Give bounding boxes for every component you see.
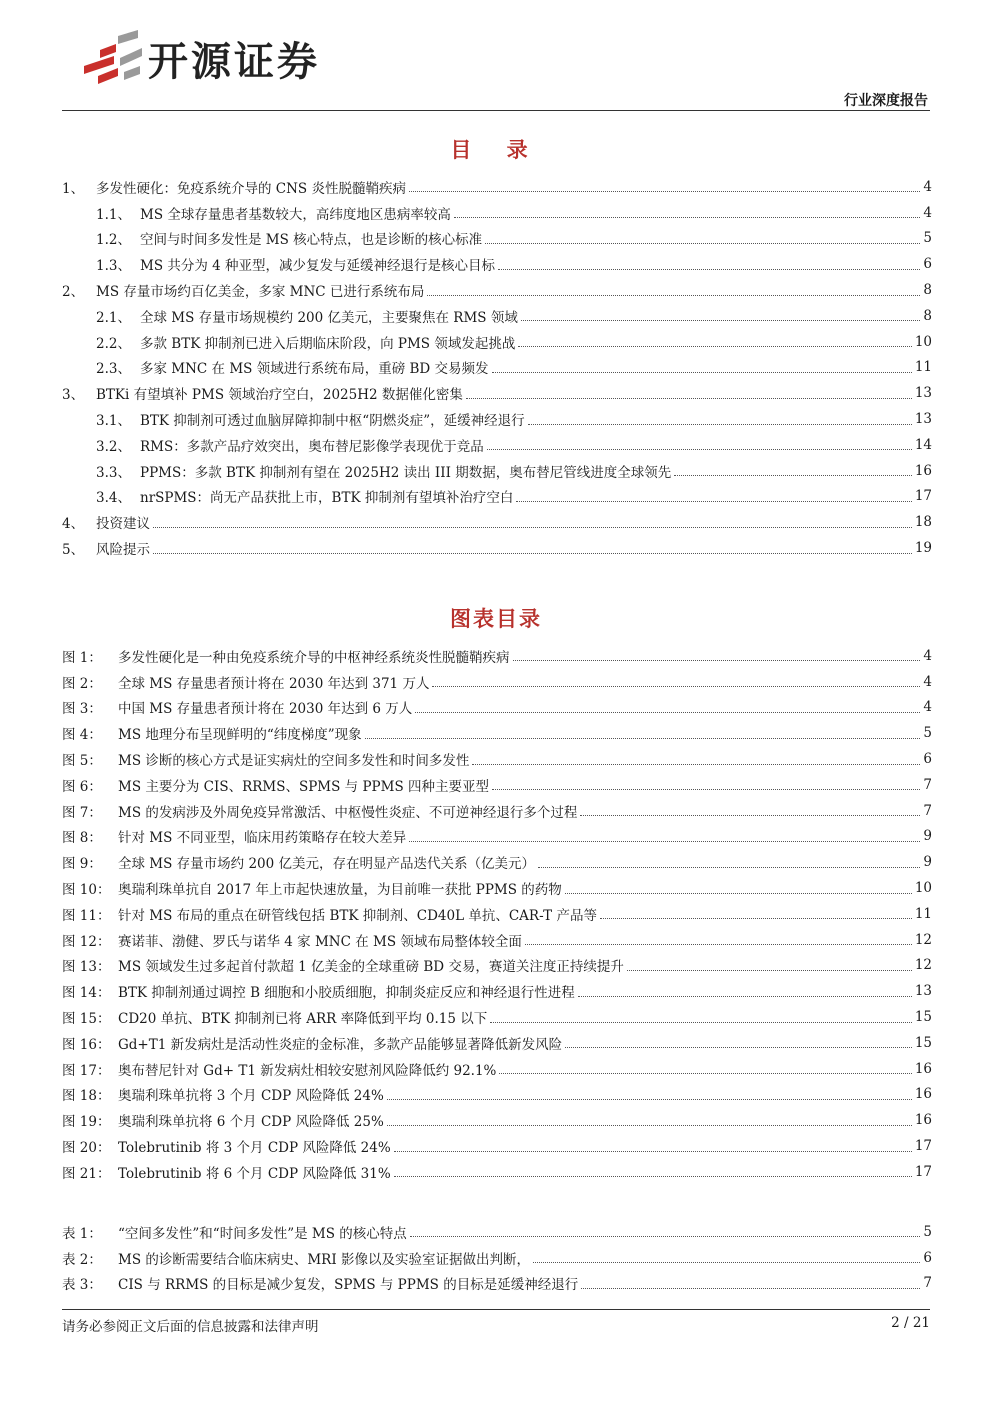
dot-leader — [487, 449, 912, 450]
entry-page-number: 16 — [914, 1112, 932, 1129]
fig-entry[interactable] — [62, 1159, 932, 1185]
entry-page-number: 4 — [923, 699, 932, 716]
dot-leader — [432, 686, 920, 687]
dot-leader — [454, 217, 921, 218]
entry-page-number: 10 — [914, 880, 932, 897]
entry-page-number: 12 — [914, 957, 932, 974]
fig-entry[interactable] — [62, 772, 932, 798]
entry-title: 多家 MNC 在 MS 领域进行系统布局，重磅 BD 交易频发 — [140, 361, 489, 378]
entry-page-number: 16 — [914, 1060, 932, 1077]
entry-title: 投资建议 — [96, 516, 150, 533]
dot-leader — [472, 764, 920, 765]
entry-title: MS 诊断的核心方式是证实病灶的空间多发性和时间多发性 — [118, 753, 470, 770]
entry-page-number: 4 — [923, 178, 932, 195]
dot-leader — [516, 501, 911, 502]
dot-leader — [565, 1047, 912, 1048]
entry-number: 图 20： — [62, 1140, 111, 1157]
entry-number: 表 3： — [62, 1277, 102, 1294]
logo-text: 开源证券 — [148, 39, 320, 85]
entry-page-number: 4 — [923, 673, 932, 690]
entry-page-number: 16 — [914, 462, 932, 479]
dot-leader — [485, 243, 920, 244]
dot-leader — [410, 1236, 921, 1237]
dot-leader — [415, 712, 920, 713]
entry-number: 图 17： — [62, 1062, 111, 1079]
entry-page-number: 19 — [914, 540, 932, 557]
entry-title: MS 全球存量患者基数较大，高纬度地区患病率较高 — [140, 206, 451, 223]
entry-number: 图 8： — [62, 830, 102, 847]
entry-number: 5、 — [62, 542, 85, 559]
dot-leader — [578, 996, 912, 997]
entry-number: 3.1、 — [96, 413, 131, 430]
entry-title: “空间多发性”和“时间多发性”是 MS 的核心特点 — [118, 1225, 407, 1242]
toc-entry[interactable] — [62, 355, 932, 381]
dot-leader — [538, 867, 920, 868]
dot-leader — [498, 269, 920, 270]
entry-number: 图 15： — [62, 1011, 111, 1028]
entry-title: BTKi 有望填补 PMS 领域治疗空白，2025H2 数据催化密集 — [96, 387, 463, 404]
toc-entry[interactable] — [62, 226, 932, 252]
entry-title: MS 共分为 4 种亚型，减少复发与延缓神经退行是核心目标 — [140, 258, 496, 275]
dot-leader — [580, 815, 920, 816]
entry-page-number: 6 — [923, 751, 932, 768]
entry-page-number: 11 — [914, 359, 932, 376]
fig-entry[interactable] — [62, 1004, 932, 1030]
dot-leader — [518, 346, 911, 347]
page-indicator: 2 / 21 — [891, 1315, 930, 1331]
entry-title: Gd+T1 新发病灶是活动性炎症的金标准，多款产品能够显著降低新发风险 — [118, 1036, 563, 1053]
entry-page-number: 18 — [914, 514, 932, 531]
toc-entry[interactable] — [62, 535, 932, 561]
entry-page-number: 15 — [914, 1009, 932, 1026]
entry-title: 全球 MS 存量市场约 200 亿美元，存在明显产品迭代关系（亿美元） — [118, 856, 536, 873]
entry-number: 图 1： — [62, 649, 102, 666]
dot-leader — [492, 372, 912, 373]
entry-title: 风险提示 — [96, 542, 150, 559]
entry-page-number: 7 — [923, 802, 932, 819]
entry-page-number: 9 — [923, 854, 932, 871]
fig-entry[interactable] — [62, 927, 932, 953]
dot-leader — [513, 660, 921, 661]
entry-title: Tolebrutinib 将 6 个月 CDP 风险降低 31% — [118, 1165, 391, 1182]
dot-leader — [387, 1099, 912, 1100]
fig-entry[interactable] — [62, 824, 932, 850]
entry-number: 图 10： — [62, 882, 111, 899]
entry-number: 图 4： — [62, 727, 102, 744]
entry-title: 全球 MS 存量患者预计将在 2030 年达到 371 万人 — [118, 675, 430, 692]
fig-entry[interactable] — [62, 1219, 932, 1245]
toc-entry[interactable] — [62, 303, 932, 329]
entry-number: 1.3、 — [96, 258, 131, 275]
entry-page-number: 9 — [923, 828, 932, 845]
fig-entry[interactable] — [62, 953, 932, 979]
header-divider — [62, 110, 930, 111]
entry-title: MS 存量市场约百亿美金，多家 MNC 已进行系统布局 — [96, 284, 425, 301]
entry-page-number: 13 — [914, 385, 932, 402]
fig-entry[interactable] — [62, 1056, 932, 1082]
dot-leader — [581, 1288, 920, 1289]
entry-title: Tolebrutinib 将 3 个月 CDP 风险降低 24% — [118, 1140, 391, 1157]
fig-entry[interactable] — [62, 1030, 932, 1056]
dot-leader — [627, 970, 912, 971]
fig-entry[interactable] — [62, 798, 932, 824]
toc-entry[interactable] — [62, 406, 932, 432]
entry-page-number: 12 — [914, 931, 932, 948]
entry-number: 图 21： — [62, 1165, 111, 1182]
entry-title: 多款 BTK 抑制剂已进入后期临床阶段，向 PMS 领域发起挑战 — [140, 335, 516, 352]
entry-page-number: 14 — [914, 436, 932, 453]
entry-number: 2.2、 — [96, 335, 131, 352]
fig-entry[interactable] — [62, 1245, 932, 1271]
dot-leader — [490, 1022, 912, 1023]
dot-leader — [153, 527, 912, 528]
dot-leader — [525, 944, 912, 945]
entry-page-number: 8 — [923, 282, 932, 299]
fig-entry[interactable] — [62, 1133, 932, 1159]
entry-title: 奥瑞利珠单抗将 3 个月 CDP 风险降低 24% — [118, 1088, 384, 1105]
entry-page-number: 8 — [923, 307, 932, 324]
footer-disclaimer: 请务必参阅正文后面的信息披露和法律声明 — [62, 1319, 319, 1335]
fig-entry[interactable] — [62, 978, 932, 1004]
fig-entry[interactable] — [62, 901, 932, 927]
dot-leader — [365, 738, 921, 739]
fig-entry[interactable] — [62, 1271, 932, 1297]
entry-page-number: 4 — [923, 204, 932, 221]
fig-entry[interactable] — [62, 1082, 932, 1108]
entry-title: 空间与时间多发性是 MS 核心特点，也是诊断的核心标准 — [140, 232, 483, 249]
entry-title: MS 主要分为 CIS、RRMS、SPMS 与 PPMS 四种主要亚型 — [118, 778, 489, 795]
entry-page-number: 16 — [914, 1086, 932, 1103]
entry-page-number: 5 — [923, 1223, 932, 1240]
entry-title: MS 的发病涉及外周免疫异常激活、中枢慢性炎症、不可逆神经退行多个过程 — [118, 804, 578, 821]
entry-page-number: 4 — [923, 647, 932, 664]
entry-number: 3、 — [62, 387, 85, 404]
entry-title: PPMS：多款 BTK 抑制剂有望在 2025H2 读出 III 期数据，奥布替尼管线进度全球领先 — [140, 464, 672, 481]
entry-number: 1.1、 — [96, 206, 131, 223]
entry-title: 针对 MS 不同亚型，临床用药策略存在较大差异 — [118, 830, 407, 847]
entry-number: 1.2、 — [96, 232, 131, 249]
entry-title: MS 地理分布呈现鲜明的“纬度梯度”现象 — [118, 727, 362, 744]
entry-number: 4、 — [62, 516, 85, 533]
entry-number: 3.4、 — [96, 490, 131, 507]
entry-title: 奥瑞利珠单抗将 6 个月 CDP 风险降低 25% — [118, 1114, 384, 1131]
entry-number: 表 1： — [62, 1225, 102, 1242]
entry-page-number: 5 — [923, 725, 932, 742]
entry-title: BTK 抑制剂可透过血脑屏障抑制中枢“阴燃炎症”，延缓神经退行 — [140, 413, 525, 430]
entry-number: 图 18： — [62, 1088, 111, 1105]
toc-entry[interactable] — [62, 432, 932, 458]
dot-leader — [674, 475, 912, 476]
dot-leader — [427, 295, 920, 296]
toc-entry[interactable] — [62, 174, 932, 200]
entry-number: 图 2： — [62, 675, 102, 692]
entry-number: 图 12： — [62, 933, 111, 950]
dot-leader — [499, 1073, 911, 1074]
entry-page-number: 7 — [923, 776, 932, 793]
entry-page-number: 6 — [923, 1249, 932, 1266]
entry-number: 图 13： — [62, 959, 111, 976]
entry-number: 图 19： — [62, 1114, 111, 1131]
entry-number: 表 2： — [62, 1251, 102, 1268]
entry-title: nrSPMS：尚无产品获批上市，BTK 抑制剂有望填补治疗空白 — [140, 490, 514, 507]
dot-leader — [153, 553, 912, 554]
toc-entry[interactable] — [62, 458, 932, 484]
fig-entry[interactable] — [62, 643, 932, 669]
dot-leader — [409, 191, 920, 192]
dot-leader — [492, 789, 920, 790]
entry-number: 3.2、 — [96, 438, 131, 455]
entry-title: 全球 MS 存量市场规模约 200 亿美元，主要聚焦在 RMS 领域 — [140, 309, 518, 326]
entry-number: 图 16： — [62, 1036, 111, 1053]
entry-number: 2、 — [62, 284, 85, 301]
entry-page-number: 10 — [914, 333, 932, 350]
entry-number: 图 3： — [62, 701, 102, 718]
entry-page-number: 11 — [914, 905, 932, 922]
footer-divider — [62, 1309, 930, 1310]
dot-leader — [466, 398, 912, 399]
entry-title: 针对 MS 布局的重点在研管线包括 BTK 抑制剂、CD40L 单抗、CAR-T 产品等 — [118, 907, 597, 924]
entry-title: 多发性硬化是一种由免疫系统介导的中枢神经系统炎性脱髓鞘疾病 — [118, 649, 510, 666]
toc-entry[interactable] — [62, 380, 932, 406]
entry-number: 图 11： — [62, 907, 111, 924]
entry-page-number: 6 — [923, 256, 932, 273]
entry-number: 1、 — [62, 180, 85, 197]
dot-leader — [600, 918, 912, 919]
dot-leader — [528, 424, 912, 425]
entry-page-number: 15 — [914, 1034, 932, 1051]
fig-entry[interactable] — [62, 669, 932, 695]
entry-title: BTK 抑制剂通过调控 B 细胞和小胶质细胞，抑制炎症反应和神经退行性进程 — [118, 985, 575, 1002]
dot-leader — [394, 1176, 912, 1177]
entry-title: 中国 MS 存量患者预计将在 2030 年达到 6 万人 — [118, 701, 413, 718]
entry-title: CD20 单抗、BTK 抑制剂已将 ARR 率降低到平均 0.15 以下 — [118, 1011, 488, 1028]
entry-number: 2.1、 — [96, 309, 131, 326]
entry-title: RMS：多款产品疗效突出，奥布替尼影像学表现优于竞品 — [140, 438, 484, 455]
fig-entry[interactable] — [62, 695, 932, 721]
dot-leader — [533, 1262, 920, 1263]
toc-entry[interactable] — [62, 251, 932, 277]
logo-mark-icon — [84, 30, 142, 84]
entry-number: 图 5： — [62, 753, 102, 770]
toc-entry[interactable] — [62, 329, 932, 355]
entry-number: 图 14： — [62, 985, 111, 1002]
entry-number: 3.3、 — [96, 464, 131, 481]
entry-title: 赛诺菲、渤健、罗氏与诺华 4 家 MNC 在 MS 领域布局整体较全面 — [118, 933, 522, 950]
toc-entry[interactable] — [62, 277, 932, 303]
entry-title: 多发性硬化：免疫系统介导的 CNS 炎性脱髓鞘疾病 — [96, 180, 406, 197]
entry-title: 奥布替尼针对 Gd+ T1 新发病灶相较安慰剂风险降低约 92.1% — [118, 1062, 497, 1079]
toc-title: 目 录 — [450, 138, 542, 162]
entry-title: CIS 与 RRMS 的目标是减少复发，SPMS 与 PPMS 的目标是延缓神经退行 — [118, 1277, 579, 1294]
entry-number: 图 6： — [62, 778, 102, 795]
entry-number: 图 7： — [62, 804, 102, 821]
entry-page-number: 17 — [914, 488, 932, 505]
dot-leader — [394, 1151, 912, 1152]
tables-list — [62, 1219, 932, 1296]
fig-entry[interactable] — [62, 875, 932, 901]
fig-entry[interactable] — [62, 720, 932, 746]
toc-entry[interactable] — [62, 484, 932, 510]
dot-leader — [387, 1125, 912, 1126]
fig-entry[interactable] — [62, 1107, 932, 1133]
toc-entry[interactable] — [62, 509, 932, 535]
entry-number: 2.3、 — [96, 361, 131, 378]
entry-number: 图 9： — [62, 856, 102, 873]
figures-title: 图表目录 — [450, 607, 542, 631]
fig-entry[interactable] — [62, 849, 932, 875]
entry-page-number: 17 — [914, 1138, 932, 1155]
dot-leader — [409, 841, 920, 842]
figures-list — [62, 643, 932, 1185]
entry-page-number: 13 — [914, 983, 932, 1000]
toc-list — [62, 174, 932, 561]
dot-leader — [521, 320, 921, 321]
entry-title: 奥瑞利珠单抗自 2017 年上市起快速放量，为目前唯一获批 PPMS 的药物 — [118, 882, 562, 899]
fig-entry[interactable] — [62, 746, 932, 772]
dot-leader — [565, 893, 912, 894]
entry-page-number: 7 — [923, 1275, 932, 1292]
entry-page-number: 5 — [923, 230, 932, 247]
entry-page-number: 13 — [914, 411, 932, 428]
report-type: 行业深度报告 — [844, 93, 928, 109]
entry-title: MS 领域发生过多起首付款超 1 亿美金的全球重磅 BD 交易，赛道关注度正持续提升 — [118, 959, 624, 976]
entry-title: MS 的诊断需要结合临床病史、MRI 影像以及实验室证据做出判断， — [118, 1251, 530, 1268]
toc-entry[interactable] — [62, 200, 932, 226]
entry-page-number: 17 — [914, 1163, 932, 1180]
